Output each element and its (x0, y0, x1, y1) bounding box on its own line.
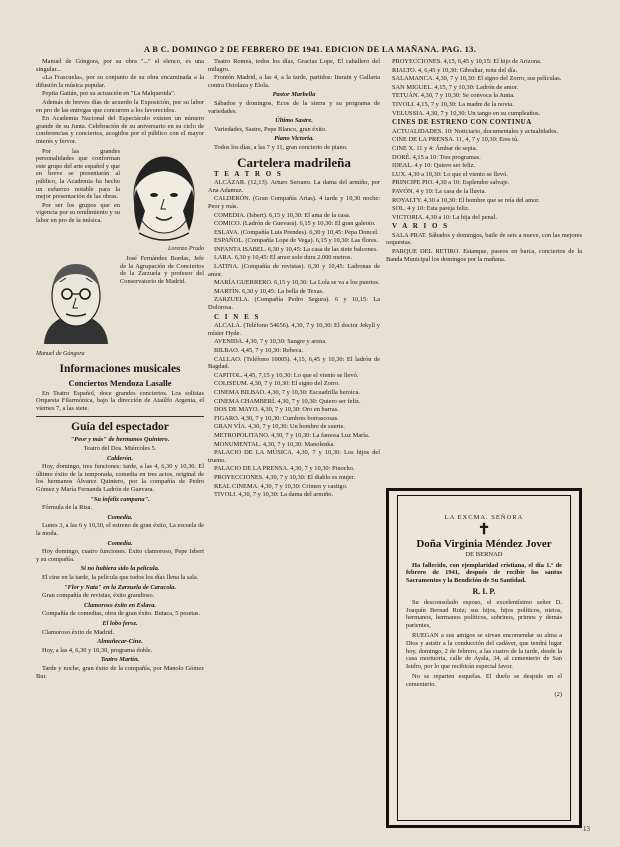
entry-title: Comedia. (107, 539, 133, 547)
listing: DORÉ. 4,15 a 10: Tres programas. (392, 153, 481, 161)
entry-text: El cine en la tarde, la película que todos los días llena la sala. (42, 574, 199, 581)
cines-continued-list (386, 58, 582, 117)
col1-paragraph: Manuel de Góngora, por su obra "..." el elenco, es una singular... (36, 58, 204, 73)
listing: PALACIO DE LA PRENSA. 4,30, 7 y 10,30: Pinocho. (214, 465, 355, 473)
listing: PAVÓN. 4 y 10: La casa de la lluvia. (392, 187, 487, 195)
concert-text: En Teatro Español, doce grandes conciertos. Los solistas Orquesta Filarmónica, bajo la dirección de Ataúlfo Argenta, el viernes 7, a las siete. (36, 389, 204, 412)
listing: ROYALTY. 4,30 a 10,30: El hombre que se reía del amor. (392, 196, 540, 204)
cines-list (208, 322, 380, 498)
listing: ESPAÑOL. (Compañía Lope de Vega). 6,15 y 10,30: Las flores. (214, 237, 379, 245)
teatros-label: T E A T R O S (214, 169, 283, 178)
cartelera-title: Cartelera madrileña (237, 154, 351, 170)
listing: METROPOLITANO. 4,30, 7 y 10,30: La famosa Luz María. (214, 431, 370, 439)
portrait-caption: Lorenzo Prado (168, 245, 204, 252)
entry-text: Compañía de comedias, obra de gran éxito. Butaca, 5 pesetas. (42, 610, 201, 618)
column-1 (36, 58, 204, 681)
listing: PARQUE DEL RETIRO. Estanque, paseos en barca, conciertos de la Banda Municipal los domingos por la mañana. (386, 248, 582, 263)
entry-title: El lobo feroz. (102, 619, 138, 627)
entry-title: Clamoroso éxito en Eslava. (83, 601, 157, 609)
entry-title: "Su infeliz campana". (90, 495, 150, 503)
portrait-caption: Manuel de Góngora (36, 351, 85, 358)
entry-text: Lunes 3, a las 6 y 10,30, el estreno de gran éxito, La escuela de la moda. (36, 522, 204, 538)
obituary-lead: Ha fallecido, con ejemplaridad cristiana, el día 1.º de febrero de 1941, después de recibir los santos Sacramentos y la Bendición de Su Santidad. (406, 561, 562, 585)
obituary-married-name: DE BERNAD (465, 550, 503, 558)
sub-title: Último Sastre. (275, 117, 313, 125)
portrait-man-image (36, 258, 116, 348)
sub-text: Variedades, Sastre, Pepe Blanco, gran éxito. (214, 125, 327, 133)
listing: CINEMA CHAMBERÍ. 4,30, 7 y 10,30: Quiero ser feliz. (214, 397, 361, 405)
obituary-body: No se reparten esquelas. El duelo se despide en el cementerio. (406, 672, 562, 688)
column-3 (386, 58, 582, 264)
col1-paragraph: Pepita Gaitán, por su actuación en "La Malquerida". (42, 90, 176, 98)
obituary-body: Su desconsolado esposo, el excelentísimo señor D. Joaquín Bernad Ruiz; sus hijos, hijos políticos, nietos, hermanos, hermanos políticos, sobrinos, primos y demás parientes, (406, 598, 562, 630)
piano-text: Todos los días, a las 7 y 11, gran concierto de piano. (214, 143, 348, 151)
obituary-honorific: LA EXCMA. SEÑORA (444, 514, 524, 521)
listing: SALAMANCA. 4,30, 7 y 10,30: El signo del Zorro, sus películas. (392, 75, 562, 83)
section-title: Guía del espectador (71, 420, 169, 433)
column-2 (208, 58, 380, 500)
listing: FIGARO. 4,30, 7 y 10,30: Cumbres borrascosas. (214, 414, 339, 422)
obituary-rip: R. I. P. (472, 586, 496, 596)
listing: CALLAO. (Teléfono 10005). 4,15, 6,45 y 10,30: El ladrón de Bagdad. (208, 355, 380, 371)
listing: ACTUALIDADES. 10: Noticiario, documentales y actualidades. (392, 127, 559, 135)
listing: COMICO. (Ladrón de Guevara). 6,15 y 10,30: El gran galeoto. (214, 220, 376, 228)
entry-text: Tarde y noche, gran éxito de la compañía, por Manolo Gómez Bur. (36, 664, 204, 680)
listing: REAL CINEMA. 4,30, 7 y 10,30: Crimen y castigo. (214, 482, 348, 490)
col1-paragraph: «La Frascuela», por su conjunto de su obra encaminada a la difusión la música popular. (36, 74, 204, 89)
portrait-woman-image (125, 151, 203, 243)
listing: PROYECCIONES. 4,15, 6,45 y 10,15: El hijo de Arizona. (392, 58, 542, 65)
listing: DOS DE MAYO. 4,30, 7 y 10,30: Oro en barras. (214, 406, 339, 414)
entry-title: Comedia. (107, 513, 133, 521)
listing: CALDERÓN. (Gran Compañía Arias). 4 tarde y 10,30 noche: Peor y más. (208, 195, 380, 210)
listing: LATINA. (Compañía de revistas). 6,30 y 10,45: Ladronas de amor. (208, 263, 380, 278)
listing: PRINCIPE PIO. 4,30 a 10: Esplendor salvaje. (392, 179, 510, 187)
guide-subtitle: Teatro del Dos. Miércoles 5. (83, 445, 157, 453)
obituary-box (386, 488, 582, 828)
piano-title: Piano Victoria. (274, 135, 314, 143)
listing: LARA. 6,30 y 10,45: El amor solo dura 2.000 metros. (214, 254, 353, 262)
col1-paragraph: Por las grandes personalidades que conforman este grupo del arte español y que en breve se presentarán al público, la Academia ha hecho un esfuerzo notable para la mejor presentación de las obras. (36, 147, 120, 201)
listing: TETUÁN. 4,30, 7 y 10,30: Se convoca la Junta. (392, 92, 515, 100)
listing: TIVOLI. 4,30, 7 y 10,30: La dama del armiño. (214, 491, 334, 499)
listing: MARTÍN. 6,30 y 10,45: La bella de Texas. (214, 287, 324, 295)
listing: LUX. 4,30 a 10,30: Lo que el viento se llevó. (392, 170, 508, 178)
listing: IDEAL. 4 y 10: Quiero ser feliz. (392, 162, 476, 170)
section-title: Informaciones musicales (59, 362, 181, 375)
listing: VELUSSIA. 4,30, 7 y 10,30: Un tango en su cumpleaños. (392, 109, 541, 117)
cross-icon: ✝ (477, 521, 491, 538)
listing: SAN MIGUEL. 4,15, 7 y 10,30: Ladrón de amor. (392, 83, 519, 91)
varios-label: V A R I O S (392, 222, 450, 231)
listing: CINE DE LA PRENSA. 11, 4, 7 y 10,30: Eres tú. (392, 136, 519, 144)
guide-title: "Peor y más" de hermanos Quintero. (70, 435, 170, 443)
listing: ZARZUELA. (Compañía Pedro Segura). 6 y 10,15: La Dolorosa. (208, 296, 380, 312)
entry-title: Almuñecar-Cine. (97, 638, 143, 646)
listing: BILBAO. 4,45, 7 y 10,30: Rebeca. (214, 347, 304, 354)
col1-paragraph: José Fernández Bordas, Jefe de la Agrupación de Conciertos de la Zarzuela y profesor del Conservatorio de Madrid. (120, 255, 204, 285)
entry-text: Gran compañía de revistas, éxito grandioso. (42, 592, 155, 600)
listing: RIALTO. 4, 6,45 y 10,30: Gibraltar, nota del día. (392, 66, 518, 74)
col2-paragraph: Teatro Romea, todos los días, Gracias Lope, El caballero del milagro. (208, 58, 380, 73)
listing: PALACIO DE LA MÚSICA. 4,30, 7 y 10,30: Los hijos del trueno. (208, 449, 380, 464)
divider (36, 416, 204, 417)
listing: MARÍA GUERRERO. 6,15 y 10,30: La Lola se va a los puertos. (214, 279, 380, 287)
listing: ALCALÁ. (Teléfono 54656). 4,30, 7 y 10,30: El doctor Jekyll y míster Hyde. (208, 322, 380, 337)
entry-text: Hoy, domingo, tres funciones: tarde, a las 4, 6,30 y 10,30. El último éxito de la temporada, comedia en tres actos, original de los hermanos Álvarez Quintero, por la compañía de Pedro Gómez y María Fernanda Ladrón de Guevara. (36, 463, 204, 494)
listing: CINEMA BILBAO. 4,30, 7 y 10,30: Escuadrilla heroica. (214, 388, 360, 396)
listing: VICTORIA. 4,30 a 10: La hija del penal. (392, 213, 497, 221)
col1-paragraph: Además de breves días de acuerdo la Exposición, por su labor en pro de las entregas que concurren a los favorecidos. (36, 98, 204, 114)
listing: SOL. 4 y 10: Esta pareja feliz. (392, 205, 470, 213)
entry-text: Fórmula de la Risa. (42, 504, 93, 512)
obituary-name: Doña Virginia Méndez Jover (416, 537, 552, 550)
entry-title: Teatro Martín. (100, 656, 140, 664)
listing: ALCÁZAR. (12,13). Arturo Serrano. La dama del armiño, por Ana Adamuz. (208, 179, 380, 194)
listing: TIVOLI. 4,15, 7 y 10,30: La madre de la novia. (392, 100, 514, 108)
listing: ESLAVA. (Compañía Luis Prendes). 6,30 y 10,45: Pepa Doncel. (214, 228, 379, 236)
guide-entries (36, 455, 204, 680)
listing: MONUMENTAL. 4,30, 7 y 10,30: Manolenka. (214, 440, 335, 448)
listing: PROYECCIONES. 4,30, 7 y 10,30: El diablo es mujer. (214, 473, 356, 481)
listing: GRAN VÍA. 4,30, 7 y 10,30: Un hombre de suerte. (214, 423, 345, 431)
listing: INFANTA ISABEL. 6,30 y 10,45: La casa de las siete balcones. (214, 245, 378, 253)
cines-estreno-label: CINES DE ESTRENO CON CONTINUA (392, 118, 532, 127)
obituary-inner (397, 495, 571, 821)
entry-text: Clamoroso éxito de Madrid. (42, 628, 115, 636)
col2-paragraph: Frontón Madrid, a las 4, a la tarde, partidos: Iturain y Gallarta contra Ostolaza y Elola. (208, 74, 380, 89)
listing: AVENIDA. 4,30, 7 y 10,30: Sangre y arena. (214, 338, 327, 346)
cine-title: Pastor Marbella (272, 91, 316, 99)
page-header: A B C. DOMINGO 2 DE FEBRERO DE 1941. EDICION DE LA MAÑANA. PAG. 13. (143, 44, 477, 54)
page-number: 13 (583, 825, 590, 833)
obituary-body: RUEGAN a sus amigos se sirvan encomendar su alma a Dios y asistir a la conducción del cadáver, que tendrá lugar hoy, domingo, 2 de febrero, a las cuatro de la tarde, desde la casa mortuoria, calle de Ayala, 34, al cementerio de San Isidro, por lo que recibirán especial favor. (406, 631, 562, 671)
entry-text: Hoy, a las 4, 6,30 y 10,30, programa doble. (42, 646, 153, 654)
cines-estreno-list (386, 128, 582, 222)
listing: CAPITOL. 4,45, 7,15 y 10,30: Lo que el viento se llevó. (214, 371, 359, 379)
entry-title: Si no hubiera sido la película. (80, 565, 160, 573)
cines-label: C I N E S (214, 312, 261, 321)
entry-text: Hoy domingo, cuatro funciones. Éxito clamoroso, Pepe Isbert y su compañía. (36, 548, 204, 563)
entry-title: "Flor y Nata" en la Zarzuela de Caracola. (63, 583, 177, 591)
col1-paragraph: En Academia Nacional del Espectáculo existen un número grande de su Junta. Celebración de su aniversario en su ciclo de conferencias y conciertos, acogidos por el público con el mayor interés y fervor. (36, 115, 204, 145)
subsection-title: Conciertos Mendoza Lasalle (68, 377, 172, 388)
col1-paragraph: Por ser los grupos que en vigencia por su rendimiento y su labor en pro de la música. (36, 201, 120, 224)
obituary-footnote: (2) (554, 690, 562, 698)
listing: SALA PRAT. Sábados y domingos, baile de seis a nueve, con las mejores orquestas. (386, 231, 582, 247)
teatros-list (208, 179, 380, 312)
listing: COMEDIA. (Isbert). 6,15 y 10,30: El ama de la casa. (214, 211, 351, 219)
listing: COLISEUM. 4,30, 7 y 10,30: El signo del Zorro. (214, 380, 340, 388)
cine-text: Sábados y domingos, Ecos de la sierra y su programa de variedades. (208, 99, 380, 115)
entry-title: Calderón. (106, 454, 134, 462)
listing: CINE X. 11 y 4: Ámbar de sepia. (392, 144, 478, 152)
